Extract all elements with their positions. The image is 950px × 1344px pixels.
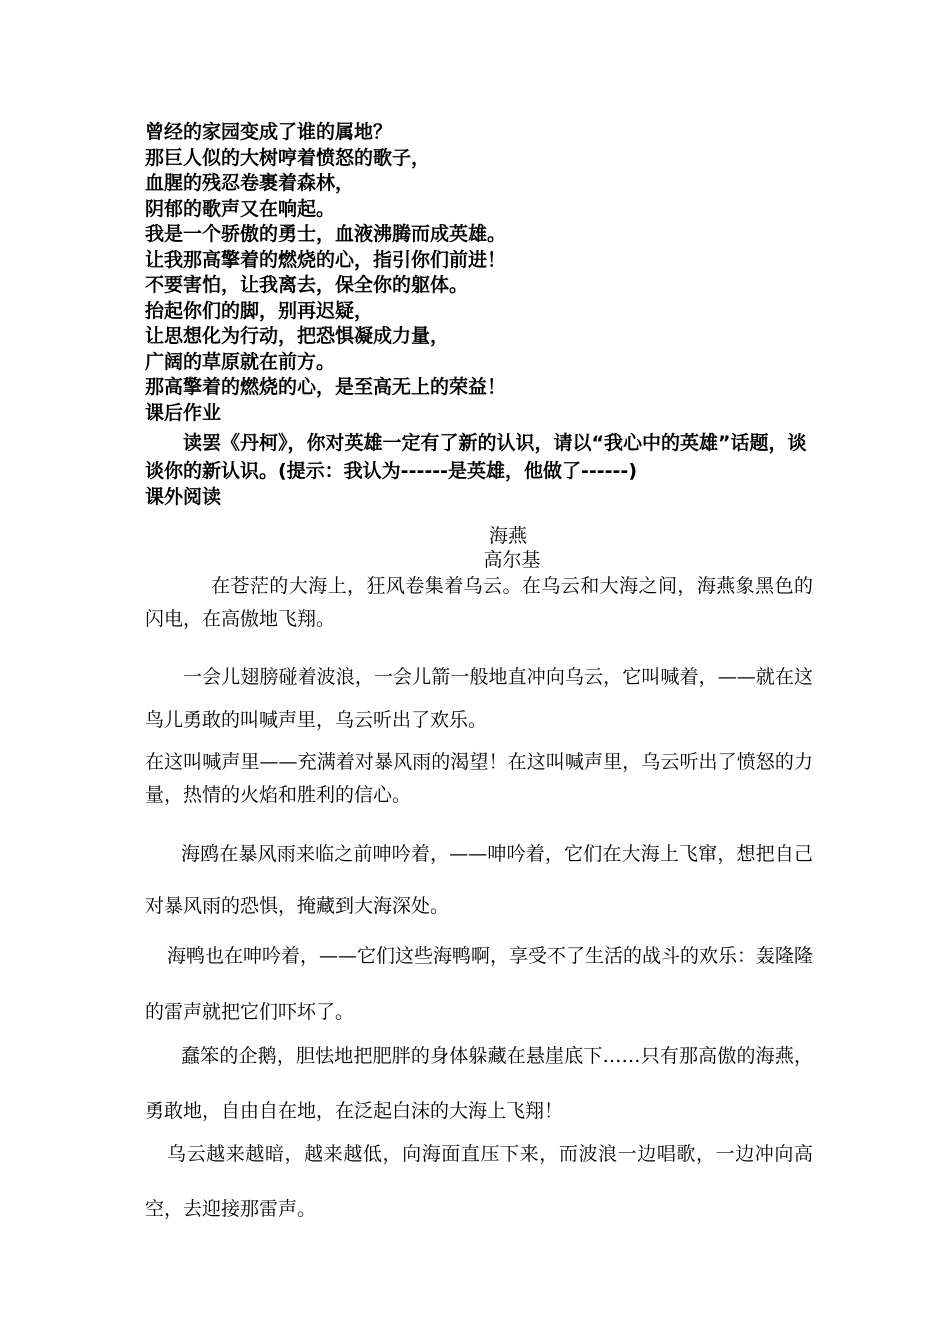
poem-line: 阴郁的歌声又在响起。	[145, 197, 336, 220]
poem-line: 血腥的残忍卷裹着森林，	[145, 172, 355, 194]
article-paragraph: 蠢笨的企鹅，胆怯地把肥胖的身体躲藏在悬崖底下……只有那高傲的海燕，勇敢地，自由自在地，在泛起白沫的大海上飞翔！	[145, 1045, 813, 1122]
poem-section	[145, 120, 815, 511]
poem-line: 我是一个骄傲的勇士，血液沸腾而成英雄。	[145, 223, 507, 245]
poem-line: 让思想化为行动，把恐惧凝成力量，	[145, 325, 450, 347]
article-paragraph: 海鸥在暴风雨来临之前呻吟着，——呻吟着，它们在大海上飞窜，想把自己对暴风雨的恐惧，掩藏到大海深处。	[145, 843, 813, 917]
article-paragraph: 在这叫喊声里——充满着对暴风雨的渴望！在这叫喊声里，乌云听出了愤怒的力量，热情的火焰和胜利的信心。	[145, 751, 813, 806]
homework-text: 读罢《丹柯》，你对英雄一定有了新的认识，请以“我心中的英雄”话题，谈谈你的新认识。(提示：我认为------是英雄，他做了------)	[145, 432, 807, 482]
poem-line: 那高擎着的燃烧的心，是至高无上的荣益！	[145, 376, 507, 398]
article-paragraph: 乌云越来越暗，越来越低，向海面直压下来，而波浪一边唱歌，一边冲向高空，去迎接那雷声。	[145, 1143, 813, 1220]
article-paragraph: 海鸭也在呻吟着，——它们这些海鸭啊，享受不了生活的战斗的欢乐：轰隆隆的雷声就把它们吓坏了。	[145, 945, 814, 1023]
poem-line: 让我那高擎着的燃烧的心，指引你们前进！	[145, 248, 507, 271]
extra-reading-heading: 课外阅读	[145, 486, 222, 508]
poem-line: 不要害怕，让我离去，保全你的躯体。	[145, 274, 469, 296]
article-paragraph: 在苍茫的大海上，狂风卷集着乌云。在乌云和大海之间，海燕象黑色的闪电，在高傲地飞翔。	[145, 575, 813, 630]
article-title: 海燕	[488, 525, 527, 547]
poem-line: 曾经的家园变成了谁的属地？	[145, 121, 393, 143]
poem-line: 那巨人似的大树哼着愤怒的歌子，	[145, 146, 431, 169]
homework-heading: 课后作业	[145, 401, 222, 424]
poem-line: 广阔的草原就在前方。	[145, 350, 336, 373]
article-author: 高尔基	[483, 549, 541, 571]
poem-line: 抬起你们的脚，别再迟疑，	[145, 299, 374, 322]
article-paragraph: 一会儿翅膀碰着波浪，一会儿箭一般地直冲向乌云，它叫喊着，——就在这鸟儿勇敢的叫喊声里，乌云听出了欢乐。	[145, 666, 813, 731]
